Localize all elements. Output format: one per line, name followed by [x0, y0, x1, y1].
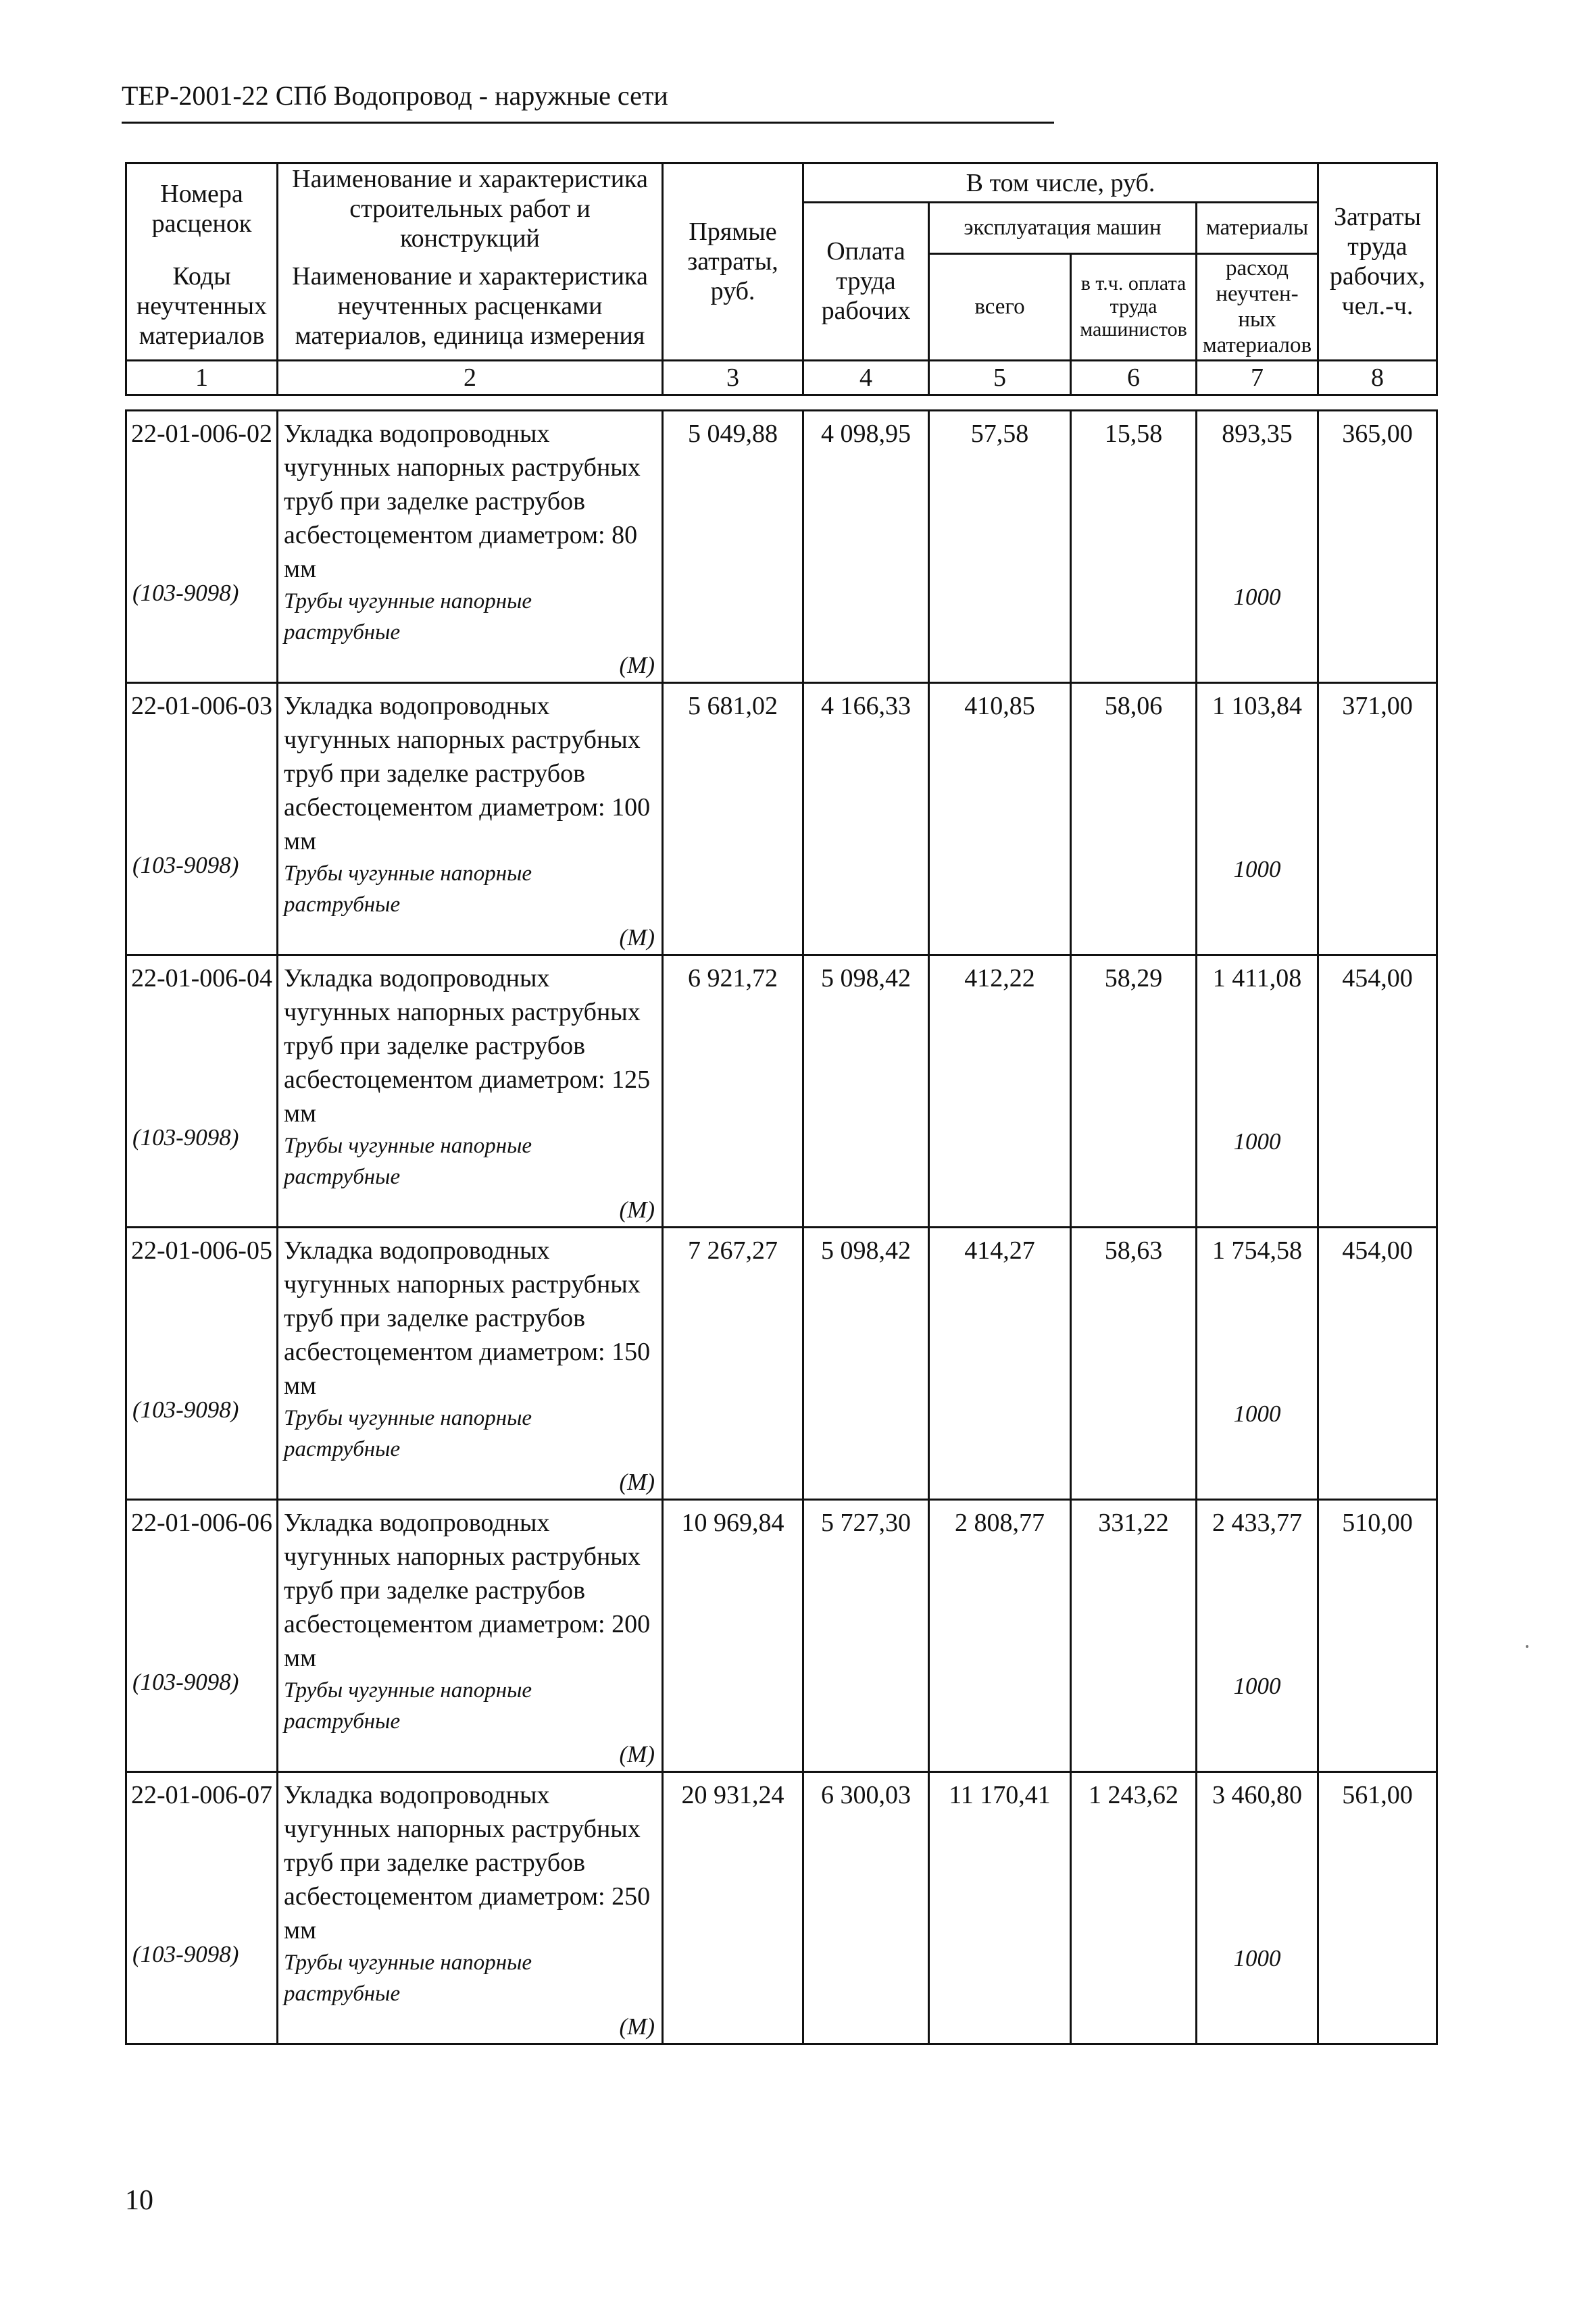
machines-total: 412,22 — [929, 955, 1071, 1228]
description-cell — [278, 1500, 663, 1772]
labor-hours: 454,00 — [1318, 955, 1437, 1228]
column-number: 4 — [803, 360, 929, 395]
material-name: Трубы чугунные напорные раструбные — [284, 1678, 532, 1734]
labor-hours: 371,00 — [1318, 683, 1437, 955]
header-including-group: В том числе, руб. — [803, 164, 1318, 203]
material-name: Трубы чугунные напорные раструбные — [284, 1951, 532, 2006]
header-machinist-pay: в т.ч. оплата труда машинистов — [1071, 253, 1197, 360]
materials-cell — [1197, 683, 1318, 955]
rate-code: 22-01-006-04 — [131, 964, 272, 992]
machines-total: 410,85 — [929, 683, 1071, 955]
materials-cost: 1 411,08 — [1212, 964, 1302, 992]
labor-pay: 5 098,42 — [803, 1228, 929, 1500]
work-description: Укладка водопроводных чугунных напорных раструбных труб при заделке раструбов асбестоцементом диаметром: 200 мм — [284, 1509, 651, 1672]
document-title: ТЕР-2001-22 СПб Водопровод - наружные сети — [122, 80, 668, 111]
materials-cost: 1 754,58 — [1212, 1236, 1302, 1265]
material-code: (103-9098) — [132, 1669, 239, 1695]
work-description: Укладка водопроводных чугунных напорных раструбных труб при заделке раструбов асбестоцементом диаметром: 150 мм — [284, 1236, 651, 1400]
measure-unit: (М) — [619, 924, 655, 951]
description-cell — [278, 411, 663, 683]
labor-hours: 454,00 — [1318, 1228, 1437, 1500]
header-labor-hours: Затраты труда рабочих, чел.-ч. — [1318, 164, 1437, 361]
column-number: 1 — [126, 360, 278, 395]
table-row — [126, 1228, 1437, 1500]
material-code: (103-9098) — [132, 852, 239, 878]
measure-unit: (М) — [619, 652, 655, 678]
labor-pay: 6 300,03 — [803, 1772, 929, 2044]
labor-pay: 4 166,33 — [803, 683, 929, 955]
measure-unit: (М) — [619, 1197, 655, 1223]
labor-pay: 4 098,95 — [803, 411, 929, 683]
rate-code: 22-01-006-06 — [131, 1509, 272, 1537]
column-number: 2 — [278, 360, 663, 395]
work-description: Укладка водопроводных чугунных напорных раструбных труб при заделке раструбов асбестоцементом диаметром: 80 мм — [284, 420, 641, 583]
material-quantity: 1000 — [1233, 584, 1281, 610]
direct-costs: 10 969,84 — [663, 1500, 803, 1772]
labor-hours: 510,00 — [1318, 1500, 1437, 1772]
machines-total: 414,27 — [929, 1228, 1071, 1500]
material-quantity: 1000 — [1233, 856, 1281, 882]
machines-total: 57,58 — [929, 411, 1071, 683]
machinist-pay: 1 243,62 — [1071, 1772, 1197, 2044]
measure-unit: (М) — [619, 2013, 655, 2040]
work-description: Укладка водопроводных чугунных напорных раструбных труб при заделке раструбов асбестоцементом диаметром: 125 мм — [284, 964, 651, 1128]
direct-costs: 5 681,02 — [663, 683, 803, 955]
machines-total: 2 808,77 — [929, 1500, 1071, 1772]
header-rate-number: Номера расценок — [126, 164, 278, 254]
material-name: Трубы чугунные напорные раструбные — [284, 589, 532, 645]
work-description: Укладка водопроводных чугунных напорных раструбных труб при заделке раструбов асбестоцементом диаметром: 250 мм — [284, 1781, 651, 1944]
scan-speck — [1526, 1645, 1528, 1648]
rate-code-cell — [126, 1500, 278, 1772]
direct-costs: 20 931,24 — [663, 1772, 803, 2044]
table-row — [126, 1500, 1437, 1772]
materials-cost: 893,35 — [1222, 420, 1293, 448]
rate-code: 22-01-006-02 — [131, 420, 272, 448]
title-underline — [122, 122, 1054, 124]
direct-costs: 7 267,27 — [663, 1228, 803, 1500]
table-row — [126, 683, 1437, 955]
materials-cost: 2 433,77 — [1212, 1509, 1302, 1537]
table-header — [125, 162, 1438, 396]
measure-unit: (М) — [619, 1469, 655, 1495]
materials-cell — [1197, 1500, 1318, 1772]
materials-cell — [1197, 1772, 1318, 2044]
work-description: Укладка водопроводных чугунных напорных раструбных труб при заделке раструбов асбестоцементом диаметром: 100 мм — [284, 692, 651, 855]
description-cell — [278, 683, 663, 955]
material-name: Трубы чугунные напорные раструбные — [284, 1406, 532, 1461]
labor-pay: 5 727,30 — [803, 1500, 929, 1772]
labor-pay: 5 098,42 — [803, 955, 929, 1228]
page-number: 10 — [125, 2185, 153, 2216]
description-cell — [278, 1228, 663, 1500]
rate-code: 22-01-006-03 — [131, 692, 272, 720]
column-number: 7 — [1197, 360, 1318, 395]
material-code: (103-9098) — [132, 1397, 239, 1423]
rate-code-cell — [126, 955, 278, 1228]
materials-cell — [1197, 1228, 1318, 1500]
header-machines-total: всего — [929, 253, 1071, 360]
column-number: 6 — [1071, 360, 1197, 395]
header-labor-pay: Оплата труда рабочих — [803, 203, 929, 361]
table-row — [126, 411, 1437, 683]
machinist-pay: 58,29 — [1071, 955, 1197, 1228]
column-number: 8 — [1318, 360, 1437, 395]
rate-code-cell — [126, 1228, 278, 1500]
labor-hours: 561,00 — [1318, 1772, 1437, 2044]
rate-code-cell — [126, 683, 278, 955]
material-name: Трубы чугунные напорные раструбные — [284, 861, 532, 917]
column-number: 5 — [929, 360, 1071, 395]
rates-table — [125, 409, 1438, 2045]
header-work-name: Наименование и характеристика строительных работ и конструкций — [278, 164, 663, 254]
machines-total: 11 170,41 — [929, 1772, 1071, 2044]
header-material-names: Наименование и характеристика неучтенных расценками материалов, единица измерения — [278, 253, 663, 360]
material-code: (103-9098) — [132, 580, 239, 606]
table-row — [126, 1772, 1437, 2044]
machinist-pay: 15,58 — [1071, 411, 1197, 683]
column-number: 3 — [663, 360, 803, 395]
rate-code-cell — [126, 411, 278, 683]
direct-costs: 5 049,88 — [663, 411, 803, 683]
material-code: (103-9098) — [132, 1124, 239, 1151]
rate-code-cell — [126, 1772, 278, 2044]
table-row — [126, 955, 1437, 1228]
material-name: Трубы чугунные напорные раструбные — [284, 1134, 532, 1189]
material-quantity: 1000 — [1233, 1945, 1281, 1971]
header-unaccounted-materials: расход неучтен-ных материалов — [1197, 253, 1318, 360]
machinist-pay: 331,22 — [1071, 1500, 1197, 1772]
description-cell — [278, 1772, 663, 2044]
header-materials: материалы — [1197, 203, 1318, 254]
machinist-pay: 58,06 — [1071, 683, 1197, 955]
description-cell — [278, 955, 663, 1228]
materials-cost: 1 103,84 — [1212, 692, 1302, 720]
measure-unit: (М) — [619, 1741, 655, 1767]
material-quantity: 1000 — [1233, 1128, 1281, 1155]
direct-costs: 6 921,72 — [663, 955, 803, 1228]
materials-cell — [1197, 411, 1318, 683]
header-direct-costs: Прямые затраты, руб. — [663, 164, 803, 361]
material-quantity: 1000 — [1233, 1401, 1281, 1427]
header-material-codes: Коды неучтенных материалов — [126, 253, 278, 360]
material-code: (103-9098) — [132, 1941, 239, 1967]
header-machine-operation: эксплуатация машин — [929, 203, 1197, 254]
materials-cell — [1197, 955, 1318, 1228]
materials-cost: 3 460,80 — [1212, 1781, 1302, 1809]
rate-code: 22-01-006-07 — [131, 1781, 272, 1809]
machinist-pay: 58,63 — [1071, 1228, 1197, 1500]
labor-hours: 365,00 — [1318, 411, 1437, 683]
rate-code: 22-01-006-05 — [131, 1236, 272, 1265]
material-quantity: 1000 — [1233, 1673, 1281, 1699]
